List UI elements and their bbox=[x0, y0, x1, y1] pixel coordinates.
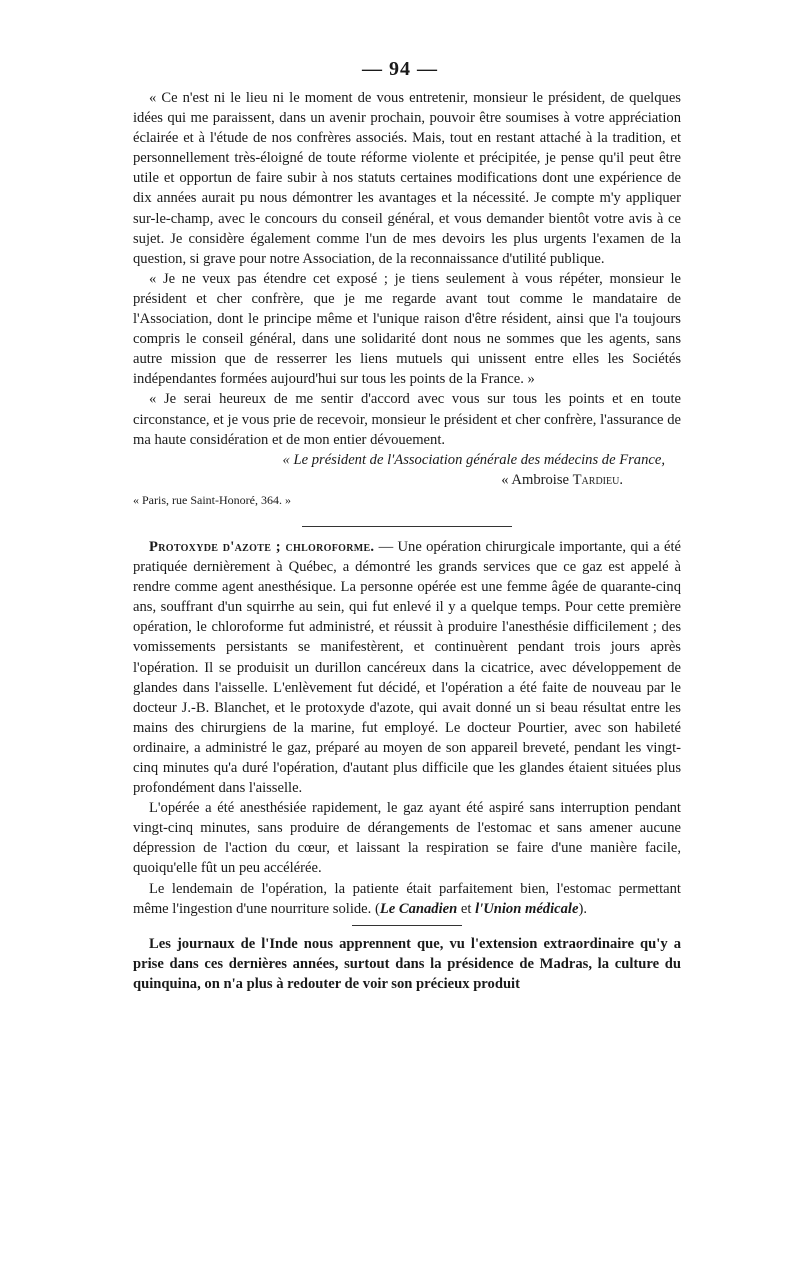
article-paragraph-2: L'opérée a été anesthésiée rapidement, le gaz ayant été aspiré sans interruption pendant vingt-cinq minutes, sans produire de dérangements de l'estomac et sans amener aucune dépression de l'action du cœur, et laissant la respiration se faire d'une manière facile, quoiqu'elle fût un peu accélérée. bbox=[133, 800, 681, 877]
letter-paragraph-3: « Je serai heureux de me sentir d'accord avec vous sur tous les points et en toute circonstance, et je vous prie de recevoir, monsieur le président et cher confrère, l'assurance de ma haute considération et de mon entier dévouement. bbox=[133, 391, 681, 448]
article-paragraph-3: Le lendemain de l'opération, la patiente était parfaitement bien, l'estomac permettant même l'ingestion d'une nourriture solide. (Le Canadien et l'Union médicale). bbox=[133, 880, 681, 917]
article-paragraph-1: Protoxyde d'azote ; chloroforme. — Une opération chirurgicale importante, qui a été pratiquée dernièrement à Québec, a démontré les grands services que ce gaz est appelé à rendre comme agent anesthésique. La personne opérée est une femme âgée de quarante-cinq ans, souffrant d'un squirrhe au sein, qui fut enlevé il y a quelque temps. Pour cette première opération, le chloroforme fut administré, et réussit à produire l'anesthésie difficilement ; des vomissements persistants se manifestèrent, et continuèrent pendant trois jours après l'opération. Il se produisit un durillon cancéreux dans la cicatrice, avec développement de glandes dans l'aisselle. L'enlèvement fut décidé, et l'opération a été faite de nouveau par le docteur J.-B. Blanchet, et le protoxyde d'azote, qui avait donné un si beau résultat entre les mains des chirurgiens de la marine, fut employé. Le docteur Pourtier, avec son habileté ordinaire, a administré le gaz, préparé au moyen de son appareil breveté, pendant les vingt-cinq minutes qu'a duré l'opération, d'autant plus difficile que les glandes étaient situées plus profondément dans l'aisselle. bbox=[133, 538, 681, 797]
page-body bbox=[133, 88, 681, 994]
letter-paragraph-1: « Ce n'est ni le lieu ni le moment de vous entretenir, monsieur le président, de quelques idées qui me paraissent, dans un avenir prochain, pouvoir être soumises à votre appréciation éclairée et à l'étude de nos confrères associés. Mais, tout en restant attaché à la tradition, et personnellement très-éloigné de toute réforme violente et précipitée, je pense qu'il peut être utile et opportun de faire subir à nos statuts certaines modifications dont une expérience de dix années aurait pu nous démontrer les avantages et la nécessité. Je compte m'y appliquer sur-le-champ, avec le concours du conseil général, et vous demander bientôt votre avis à ce sujet. Je considère également comme l'un de mes devoirs les plus urgents l'examen de la question, si grave pour notre Association, de la reconnaissance d'utilité publique. bbox=[133, 90, 681, 267]
signature-name: « Ambroise Tardieu. bbox=[501, 471, 623, 488]
section-divider bbox=[302, 526, 512, 527]
closing-paragraph: Les journaux de l'Inde nous apprennent que, vu l'extension extraordinaire qu'y a prise dans ces dernières années, surtout dans la présidence de Madras, la culture du quinquina, on n'a plus à redouter de voir son précieux produit bbox=[133, 935, 681, 992]
article-heading: Protoxyde d'azote ; chloroforme. bbox=[149, 538, 375, 555]
page-number: — 94 — bbox=[362, 58, 438, 80]
signature-address: « Paris, rue Saint-Honoré, 364. » bbox=[133, 492, 291, 507]
short-divider bbox=[352, 925, 462, 926]
letter-paragraph-2: « Je ne veux pas étendre cet exposé ; je tiens seulement à vous répéter, monsieur le président et cher confrère, que je me regarde avant tout comme le mandataire de l'Association, dont le principe même et l'unique raison d'être résident, ainsi que l'a toujours compris le conseil général, dans une solidarité dont nous ne sommes que les agents, sans autre mission que de resserrer les liens mutuels qui unissent entre elles les Sociétés indépendantes formées aujourd'hui sur tous les points de la France. » bbox=[133, 270, 681, 388]
signature-title: « Le président de l'Association générale des médecins de France, bbox=[282, 451, 665, 468]
